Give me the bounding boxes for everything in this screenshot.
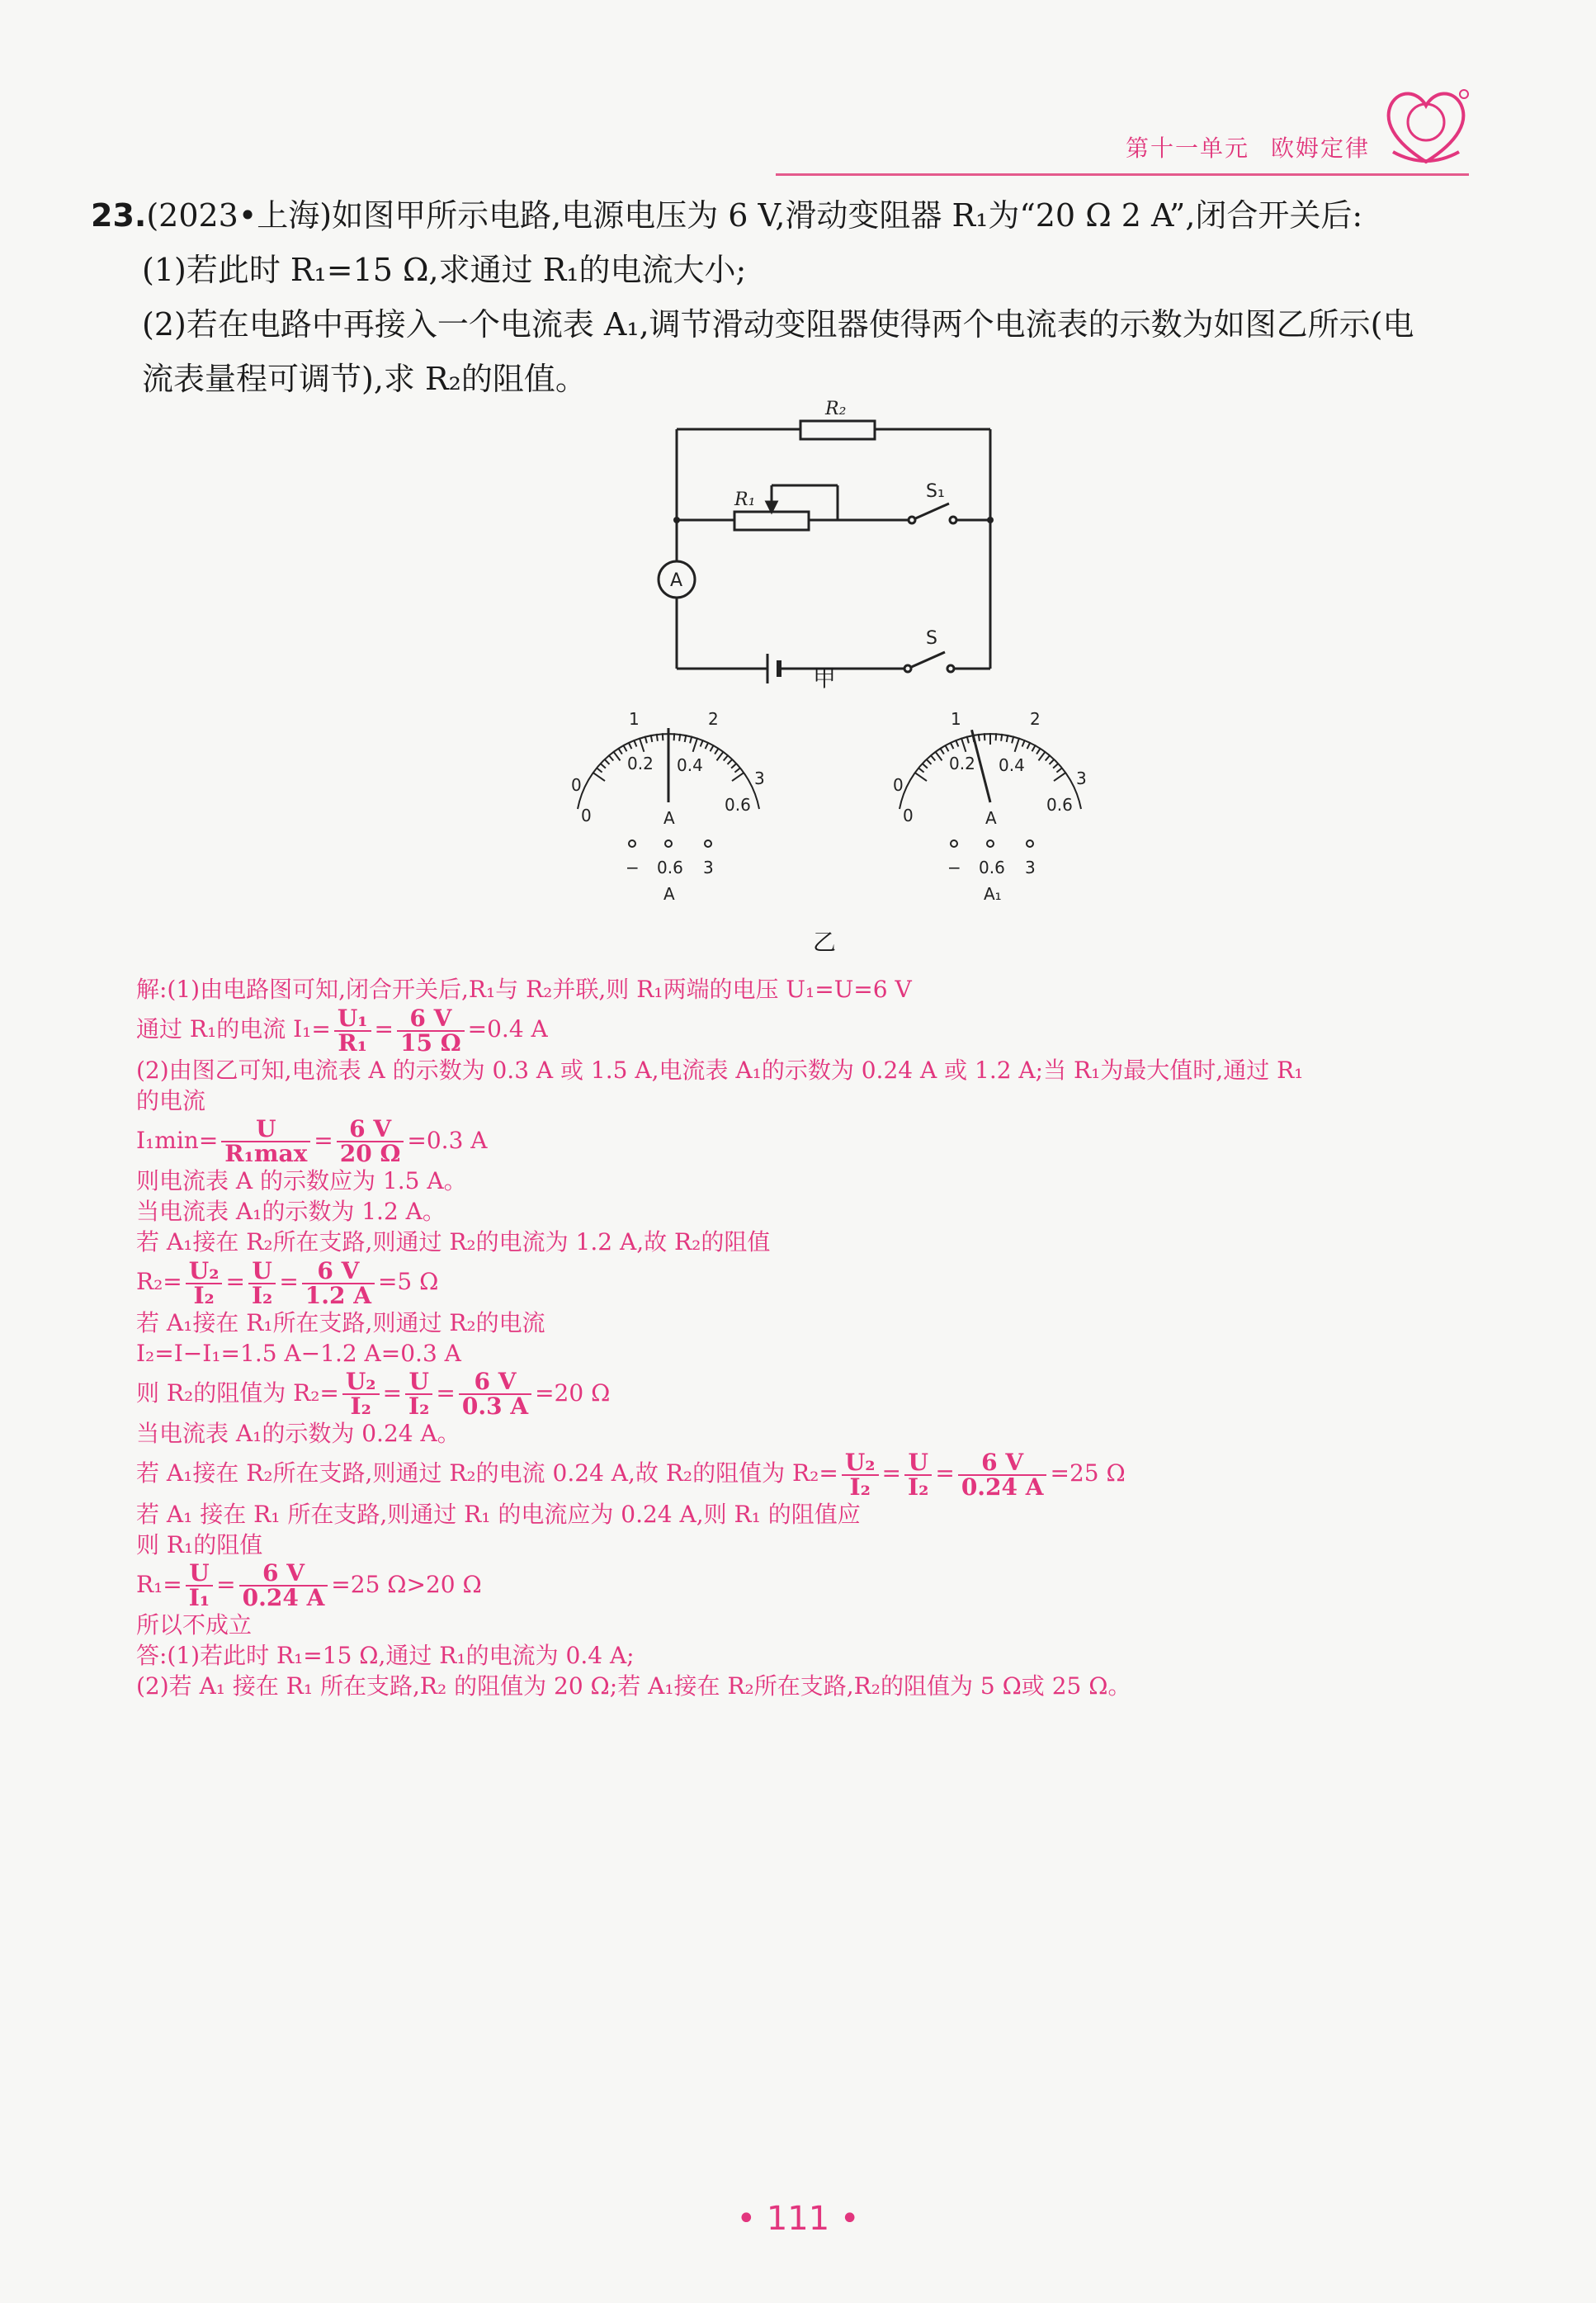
meter-a1-top-2: 2 — [1030, 709, 1041, 729]
solution-line: I₁min= $\frac{U}{\text{R₁max}}$ = $\frac{6 V}{20 \Omega}$ =0.3 A — [136, 1115, 488, 1167]
meter-tick — [732, 773, 744, 781]
meter-a1-name: A₁ — [984, 884, 1002, 904]
meter-tick — [1039, 751, 1046, 760]
header-title — [1104, 130, 1370, 163]
meter-a-top-0: 0 — [571, 775, 582, 795]
resistor-r2 — [800, 421, 875, 439]
figure-caption-jia: 甲 — [813, 664, 837, 692]
meter-a-term-minus: − — [626, 858, 640, 877]
meter-a1-term-06: 0.6 — [979, 858, 1005, 877]
solution-line: 当电流表 A₁的示数为 1.2 A。 — [136, 1198, 446, 1225]
header-unit: 第十一单元 — [1125, 135, 1249, 162]
question-part-2b: 流表量程可调节),求 R₂的阻值。 — [142, 361, 587, 397]
meter-a1-term-3: 3 — [1025, 858, 1036, 877]
solution-line: 解:(1)由电路图可知,闭合开关后,R₁与 R₂并联,则 R₁两端的电压 U₁=U=6 V — [136, 976, 912, 1003]
meter-a1-bot-0: 0 — [903, 806, 914, 825]
question-part-1: (1)若此时 R₁=15 Ω,求通过 R₁的电流大小; — [142, 252, 747, 288]
meter-a1-bot-1: 0.2 — [949, 754, 975, 773]
solution-line: 所以不成立 — [136, 1611, 253, 1639]
meter-tick — [961, 738, 966, 752]
meter-a1-top-1: 1 — [951, 709, 961, 729]
solution-line: 通过 R₁的电流 I₁= $\frac{\text{U₁}}{\text{R₁}}$ = $\frac{6 V}{15 \Omega}$ =0.4 A — [136, 1004, 548, 1057]
meter-a1-bot-3: 0.6 — [1046, 795, 1073, 815]
meter-a-top-2: 2 — [708, 709, 719, 729]
problem-statement — [91, 188, 1527, 406]
label-s1: S₁ — [926, 481, 945, 502]
meter-a1-top-0: 0 — [893, 775, 904, 795]
question-stem: 如图甲所示电路,电源电压为 6 V,滑动变阻器 R₁为“20 Ω 2 A”,闭合开关后: — [332, 197, 1363, 234]
meter-a-name: A — [663, 884, 675, 904]
meter-a1-unit: A — [985, 808, 997, 828]
solution-line: 则电流表 A 的示数应为 1.5 A。 — [136, 1167, 467, 1194]
solution-line: (2)由图乙可知,电流表 A 的示数为 0.3 A 或 1.5 A,电流表 A₁的示数为 0.24 A 或 1.2 A;当 R₁为最大值时,通过 R₁ — [136, 1056, 1304, 1084]
meter-a1-term-minus: − — [947, 858, 961, 877]
solution-line: 若 A₁ 接在 R₁ 所在支路,则通过 R₁ 的电流应为 0.24 A,则 R₁ 的阻值应 — [136, 1500, 861, 1528]
meter-a-bot-0: 0 — [581, 806, 592, 825]
meter-tick — [693, 738, 698, 752]
solution-line: R₂= $\frac{\text{U₂}}{\text{I₂}}$ = $\frac{U}{\text{I₂}}$ = $\frac{6 V}{1.2 A}$ =5 Ω — [136, 1256, 439, 1309]
ammeter-readings-diagram — [528, 702, 1122, 908]
question-number: 23. — [91, 197, 147, 234]
meter-a1-top-3: 3 — [1076, 768, 1087, 788]
meter-tick — [1015, 738, 1020, 752]
meter-tick — [717, 751, 724, 760]
solution-line: 若 A₁接在 R₂所在支路,则通过 R₂的电流为 1.2 A,故 R₂的阻值 — [136, 1228, 771, 1256]
question-part-2a: (2)若在电路中再接入一个电流表 A₁,调节滑动变阻器使得两个电流表的示数为如图乙所示(电 — [142, 306, 1414, 343]
page-number: • 111 • — [736, 2200, 860, 2238]
meter-a1 — [893, 709, 1087, 904]
solution-line: 则 R₂的阻值为 R₂= $\frac{\text{U₂}}{\text{I₂}}$ = $\frac{U}{\text{I₂}}$ = $\frac{6 V}{0.3 A}$ =20 Ω — [136, 1368, 611, 1420]
solution-line: 答:(1)若此时 R₁=15 Ω,通过 R₁的电流为 0.4 A; — [136, 1642, 635, 1669]
publisher-logo — [1376, 79, 1476, 170]
meter-a-term-06: 0.6 — [657, 858, 683, 877]
meter-tick — [640, 738, 645, 752]
meter-tick — [914, 773, 927, 781]
solution-line: 则 R₁的阻值 — [136, 1530, 263, 1558]
meter-tick — [593, 773, 605, 781]
meter-a-bot-2: 0.4 — [677, 755, 703, 775]
solution-line: R₁= $\frac{U}{\text{I₁}}$ = $\frac{6 V}{0.24 A}$ =25 Ω>20 Ω — [136, 1559, 482, 1611]
solution-line: 若 A₁接在 R₂所在支路,则通过 R₂的电流 0.24 A,故 R₂的阻值为 R₂= $\frac{\text{U₂}}{\text{I₂}}$ = $\frac{U}{\text{I₂}}$ = $\frac{6 V}{0.24 A}$ =25 Ω — [136, 1448, 1126, 1501]
solution-line: I₂=I−I₁=1.5 A−1.2 A=0.3 A — [136, 1339, 461, 1367]
page-header — [776, 116, 1469, 176]
figure-caption-yi: 乙 — [813, 929, 837, 956]
solution-line: (2)若 A₁ 接在 R₁ 所在支路,R₂ 的阻值为 20 Ω;若 A₁接在 R₂所在支路,R₂的阻值为 5 Ω或 25 Ω。 — [136, 1672, 1131, 1700]
solution-line: 的电流 — [136, 1086, 206, 1114]
meter-tick — [613, 751, 620, 760]
meter-a1-bot-2: 0.4 — [999, 755, 1025, 775]
label-r2: R₂ — [825, 399, 847, 419]
meter-a-top-3: 3 — [754, 768, 765, 788]
label-s: S — [926, 628, 937, 649]
solution-line: 当电流表 A₁的示数为 0.24 A。 — [136, 1420, 460, 1447]
circuit-diagram — [644, 396, 1023, 693]
solution-line: 若 A₁接在 R₁所在支路,则通过 R₂的电流 — [136, 1308, 545, 1336]
question-source: (2023•上海) — [146, 197, 333, 234]
meter-tick — [1054, 773, 1066, 781]
header-chapter: 欧姆定律 — [1270, 135, 1370, 162]
meter-a-bot-3: 0.6 — [725, 795, 751, 815]
meter-a-bot-1: 0.2 — [627, 754, 654, 773]
label-ammeter: A — [670, 570, 683, 591]
problem-stem-line — [91, 188, 1527, 243]
meter-a-term-3: 3 — [703, 858, 714, 877]
meter-a — [571, 709, 765, 904]
meter-tick — [935, 751, 942, 760]
solution-block — [136, 974, 1539, 1701]
label-r1: R₁ — [734, 489, 756, 510]
meter-a-unit: A — [663, 808, 675, 828]
meter-a-top-1: 1 — [629, 709, 640, 729]
